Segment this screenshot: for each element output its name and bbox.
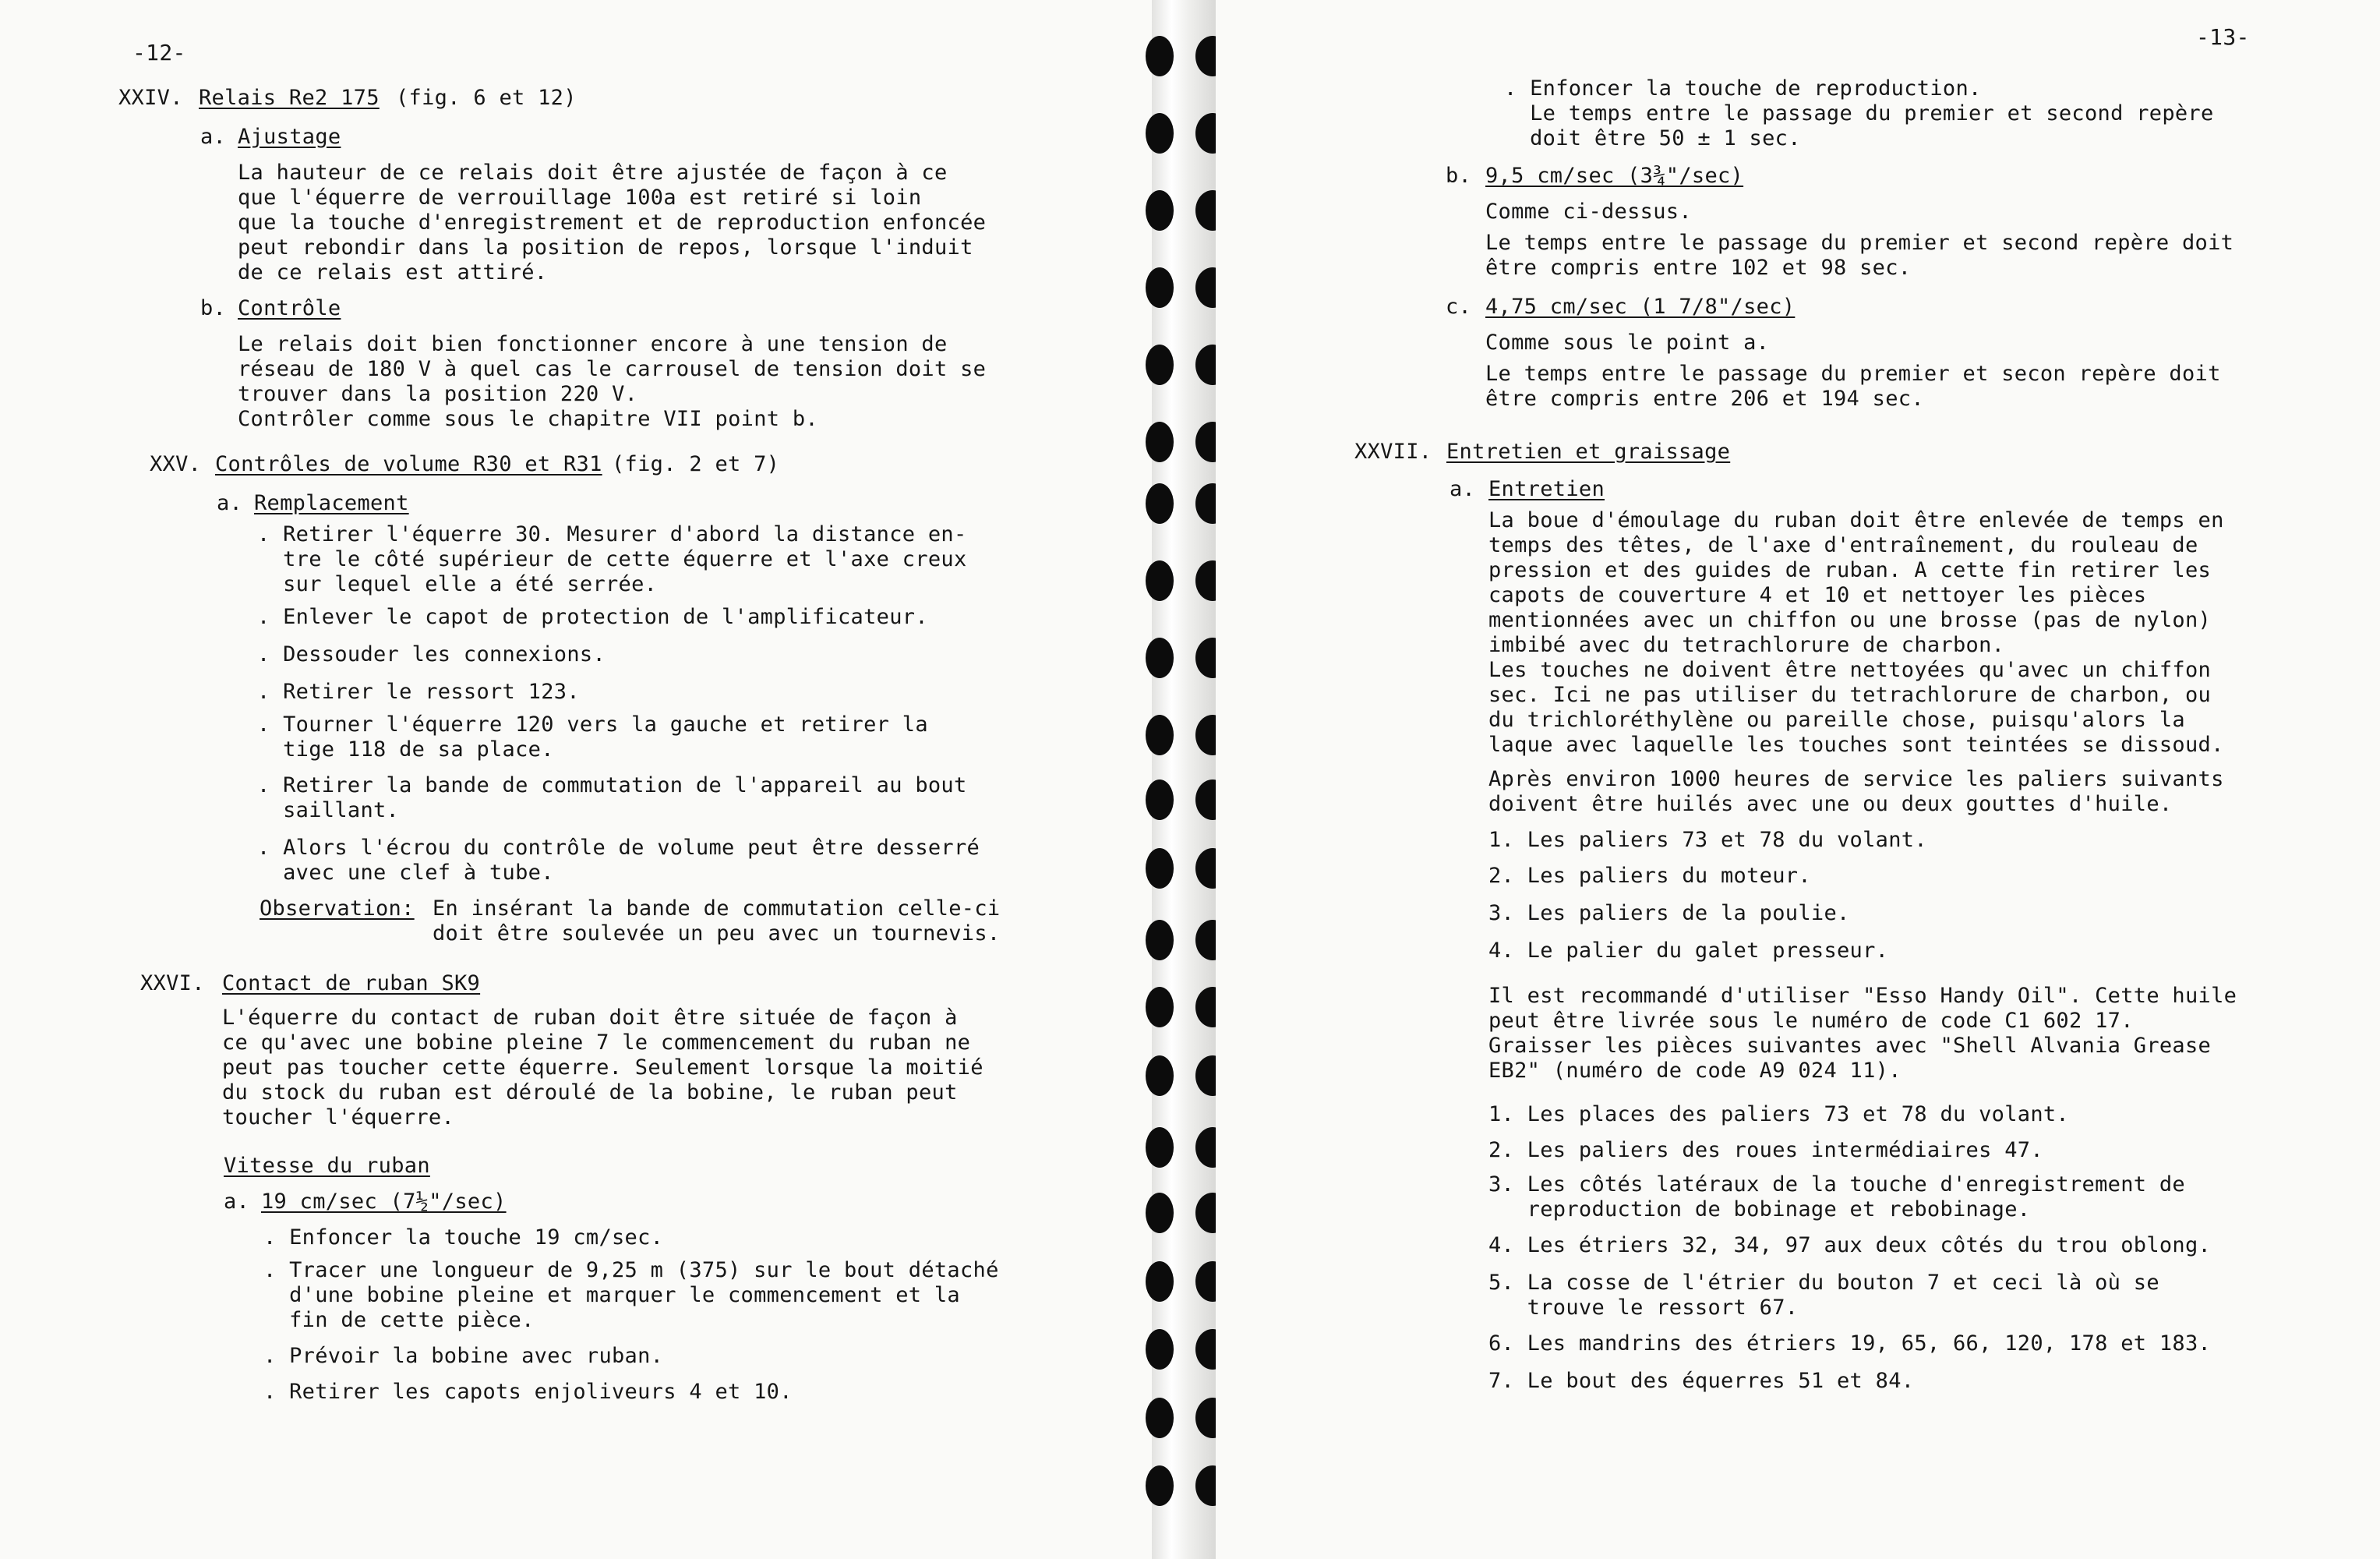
text-line: réseau de 180 V à quel cas le carrousel de tension doit se [238, 357, 987, 381]
text-line: être compris entre 102 et 98 sec. [1485, 256, 1912, 280]
list-item: 3. Les côtés latéraux de la touche d'enregistrement de [1488, 1172, 2185, 1197]
section-xxvii-number: XXVII. [1354, 440, 1432, 464]
list-item: 2. Les paliers du moteur. [1488, 864, 1811, 888]
list-item: . Retirer la bande de commutation de l'appareil au bout [257, 773, 967, 797]
list-item: . Tracer une longueur de 9,25 m (375) sur le bout détaché [263, 1258, 999, 1282]
section-xxvii-title: Entretien et graissage [1446, 440, 1731, 464]
section-xxiv-number: XXIV. [118, 86, 183, 110]
text-line: être compris entre 206 et 194 sec. [1485, 387, 1924, 411]
subsection-label: a. [200, 125, 227, 149]
text-line: mentionnées avec un chiffon ou une brosse (pas de nylon) [1488, 608, 2212, 632]
list-item: trouve le ressort 67. [1488, 1296, 1799, 1320]
text-line: que l'équerre de verrouillage 100a est retiré si loin [238, 186, 922, 210]
list-item: 5. La cosse de l'étrier du bouton 7 et ceci là où se [1488, 1271, 2159, 1295]
section-xxvi-title: Contact de ruban SK9 [222, 971, 481, 995]
list-item: tre le côté supérieur de cette équerre et l'axe creux [257, 547, 967, 571]
list-item: avec une clef à tube. [257, 861, 554, 885]
binding-hole [1146, 1398, 1174, 1438]
binding-hole [1146, 267, 1174, 308]
text-line: Comme ci-dessus. [1485, 200, 1692, 224]
text-line: Il est recommandé d'utiliser "Esso Handy Oil". Cette huile [1488, 984, 2237, 1008]
text-line: Contrôler comme sous le chapitre VII point b. [238, 407, 818, 431]
observation-label: Observation: [260, 896, 415, 921]
binding-hole [1146, 848, 1174, 889]
subsection-label: b. [1446, 164, 1472, 188]
speed-a-title: 19 cm/sec (7½"/sec) [261, 1190, 507, 1214]
binding-hole [1146, 1261, 1174, 1302]
text-line: Comme sous le point a. [1485, 331, 1770, 355]
text-line: pression et des guides de ruban. A cette fin retirer les [1488, 558, 2212, 582]
binding-hole [1146, 113, 1174, 154]
section-xxvi-number: XXVI. [140, 971, 205, 995]
subsection-title-entretien: Entretien [1488, 477, 1605, 501]
binding-hole [1146, 345, 1174, 385]
list-item: . Prévoir la bobine avec ruban. [263, 1344, 664, 1368]
text-line: ce qu'avec une bobine pleine 7 le commencement du ruban ne [222, 1030, 971, 1055]
section-xxiv-title: Relais Re2 175 [199, 86, 380, 110]
section-xxv-figref: (fig. 2 et 7) [612, 452, 780, 476]
page-number-right: -13- [2196, 24, 2250, 50]
text-line: imbibé avec du tetrachlorure de charbon. [1488, 633, 2005, 657]
text-line: En insérant la bande de commutation celle-ci [433, 896, 1001, 921]
text-line: doivent être huilés avec une ou deux gouttes d'huile. [1488, 792, 2173, 816]
section-xxv-title: Contrôles de volume R30 et R31 [215, 452, 602, 476]
text-line: capots de couverture 4 et 10 et nettoyer les pièces [1488, 583, 2147, 607]
text-line: toucher l'équerre. [222, 1105, 454, 1129]
list-item: 4. Les étriers 32, 34, 97 aux deux côtés du trou oblong. [1488, 1233, 2212, 1257]
text-line: L'équerre du contact de ruban doit être située de façon à [222, 1006, 958, 1030]
binding-hole [1146, 638, 1174, 678]
text-line: peut pas toucher cette équerre. Seulement lorsque la moitié [222, 1055, 983, 1080]
binding-hole [1146, 190, 1174, 231]
text-line: Après environ 1000 heures de service les paliers suivants [1488, 767, 2224, 791]
binding-hole [1146, 422, 1174, 462]
list-item: 3. Les paliers de la poulie. [1488, 901, 1850, 925]
list-item: . Dessouder les connexions. [257, 642, 606, 666]
list-item: . Enlever le capot de protection de l'amplificateur. [257, 605, 928, 629]
subsection-label: a. [1450, 477, 1476, 501]
list-item: d'une bobine pleine et marquer le commencement et la [263, 1283, 960, 1307]
list-item: 4. Le palier du galet presseur. [1488, 939, 1889, 963]
speed-b-title: 9,5 cm/sec (3¾"/sec) [1485, 164, 1744, 188]
subsection-label: a. [224, 1190, 250, 1214]
subsection-title-ajustage: Ajustage [238, 125, 341, 149]
binding-hole [1146, 1329, 1174, 1370]
text-line: sec. Ici ne pas utiliser du tetrachlorure de charbon, ou [1488, 683, 2212, 707]
list-item: 1. Les paliers 73 et 78 du volant. [1488, 828, 1927, 852]
text-line: Le relais doit bien fonctionner encore à une tension de [238, 332, 948, 356]
text-line: du trichloréthylène ou pareille chose, puisqu'alors la [1488, 708, 2185, 732]
binding-hole [1146, 36, 1174, 76]
binding-hole [1146, 920, 1174, 960]
subsection-title-controle: Contrôle [238, 296, 341, 320]
left-page [0, 0, 1153, 1559]
speed-heading: Vitesse du ruban [224, 1154, 430, 1178]
list-item: doit être 50 ± 1 sec. [1504, 126, 1801, 150]
text-line: Le temps entre le passage du premier et second repère doit [1485, 231, 2234, 255]
text-line: doit être soulevée un peu avec un tournevis. [433, 921, 1001, 946]
section-xxv-number: XXV. [150, 452, 202, 476]
binding-hole [1146, 1055, 1174, 1096]
text-line: laque avec laquelle les touches sont teintées se dissoud. [1488, 733, 2224, 757]
speed-c-title: 4,75 cm/sec (1 7/8"/sec) [1485, 295, 1796, 319]
text-line: peut rebondir dans la position de repos, lorsque l'induit [238, 235, 973, 260]
list-item: . Retirer les capots enjoliveurs 4 et 10. [263, 1380, 793, 1404]
text-line: temps des têtes, de l'axe d'entraînement, du rouleau de [1488, 533, 2198, 557]
binding-hole [1146, 715, 1174, 755]
binding-hole [1146, 1127, 1174, 1168]
list-item: fin de cette pièce. [263, 1308, 535, 1332]
text-line: La boue d'émoulage du ruban doit être enlevée de temps en [1488, 508, 2224, 532]
list-item: sur lequel elle a été serrée. [257, 572, 658, 596]
list-item: . Enfoncer la touche de reproduction. [1504, 76, 1982, 101]
binding-hole [1146, 780, 1174, 820]
text-line: Le temps entre le passage du premier et secon repère doit [1485, 362, 2221, 386]
list-item: saillant. [257, 798, 400, 822]
right-page [1216, 0, 2380, 1559]
list-item: tige 118 de sa place. [257, 737, 554, 762]
text-line: du stock du ruban est déroulé de la bobine, le ruban peut [222, 1080, 958, 1105]
text-line: EB2" (numéro de code A9 024 11). [1488, 1059, 1902, 1083]
text-line: peut être livrée sous le numéro de code C1 602 17. [1488, 1009, 2134, 1033]
list-item: . Retirer le ressort 123. [257, 680, 580, 704]
binding-hole [1146, 1465, 1174, 1506]
binding-hole [1146, 483, 1174, 524]
subsection-label: c. [1446, 295, 1472, 319]
text-line: Les touches ne doivent être nettoyées qu'avec un chiffon [1488, 658, 2212, 682]
list-item: 6. Les mandrins des étriers 19, 65, 66, 120, 178 et 183. [1488, 1331, 2212, 1356]
subsection-title-remplacement: Remplacement [254, 491, 409, 515]
text-line: trouver dans la position 220 V. [238, 382, 638, 406]
subsection-label: b. [200, 296, 227, 320]
text-line: La hauteur de ce relais doit être ajustée de façon à ce [238, 161, 948, 185]
list-item: 2. Les paliers des roues intermédiaires 47. [1488, 1138, 2043, 1162]
list-item: reproduction de bobinage et rebobinage. [1488, 1197, 2031, 1221]
text-line: Graisser les pièces suivantes avec "Shell Alvania Grease [1488, 1034, 2212, 1058]
section-xxiv-figref: (fig. 6 et 12) [396, 86, 577, 110]
text-line: que la touche d'enregistrement et de reproduction enfoncée [238, 210, 987, 235]
text-line: de ce relais est attiré. [238, 260, 548, 285]
subsection-label: a. [217, 491, 243, 515]
list-item: . Tourner l'équerre 120 vers la gauche et retirer la [257, 712, 928, 737]
list-item: . Retirer l'équerre 30. Mesurer d'abord la distance en- [257, 522, 967, 546]
page-number-left: -12- [132, 40, 186, 65]
list-item: . Alors l'écrou du contrôle de volume peut être desserré [257, 836, 980, 860]
binding-hole [1146, 987, 1174, 1027]
list-item: 7. Le bout des équerres 51 et 84. [1488, 1369, 1915, 1393]
list-item: . Enfoncer la touche 19 cm/sec. [263, 1225, 664, 1250]
list-item: Le temps entre le passage du premier et second repère [1504, 101, 2214, 125]
binding-hole [1146, 1193, 1174, 1233]
list-item: 1. Les places des paliers 73 et 78 du volant. [1488, 1102, 2069, 1126]
binding-hole [1146, 560, 1174, 601]
